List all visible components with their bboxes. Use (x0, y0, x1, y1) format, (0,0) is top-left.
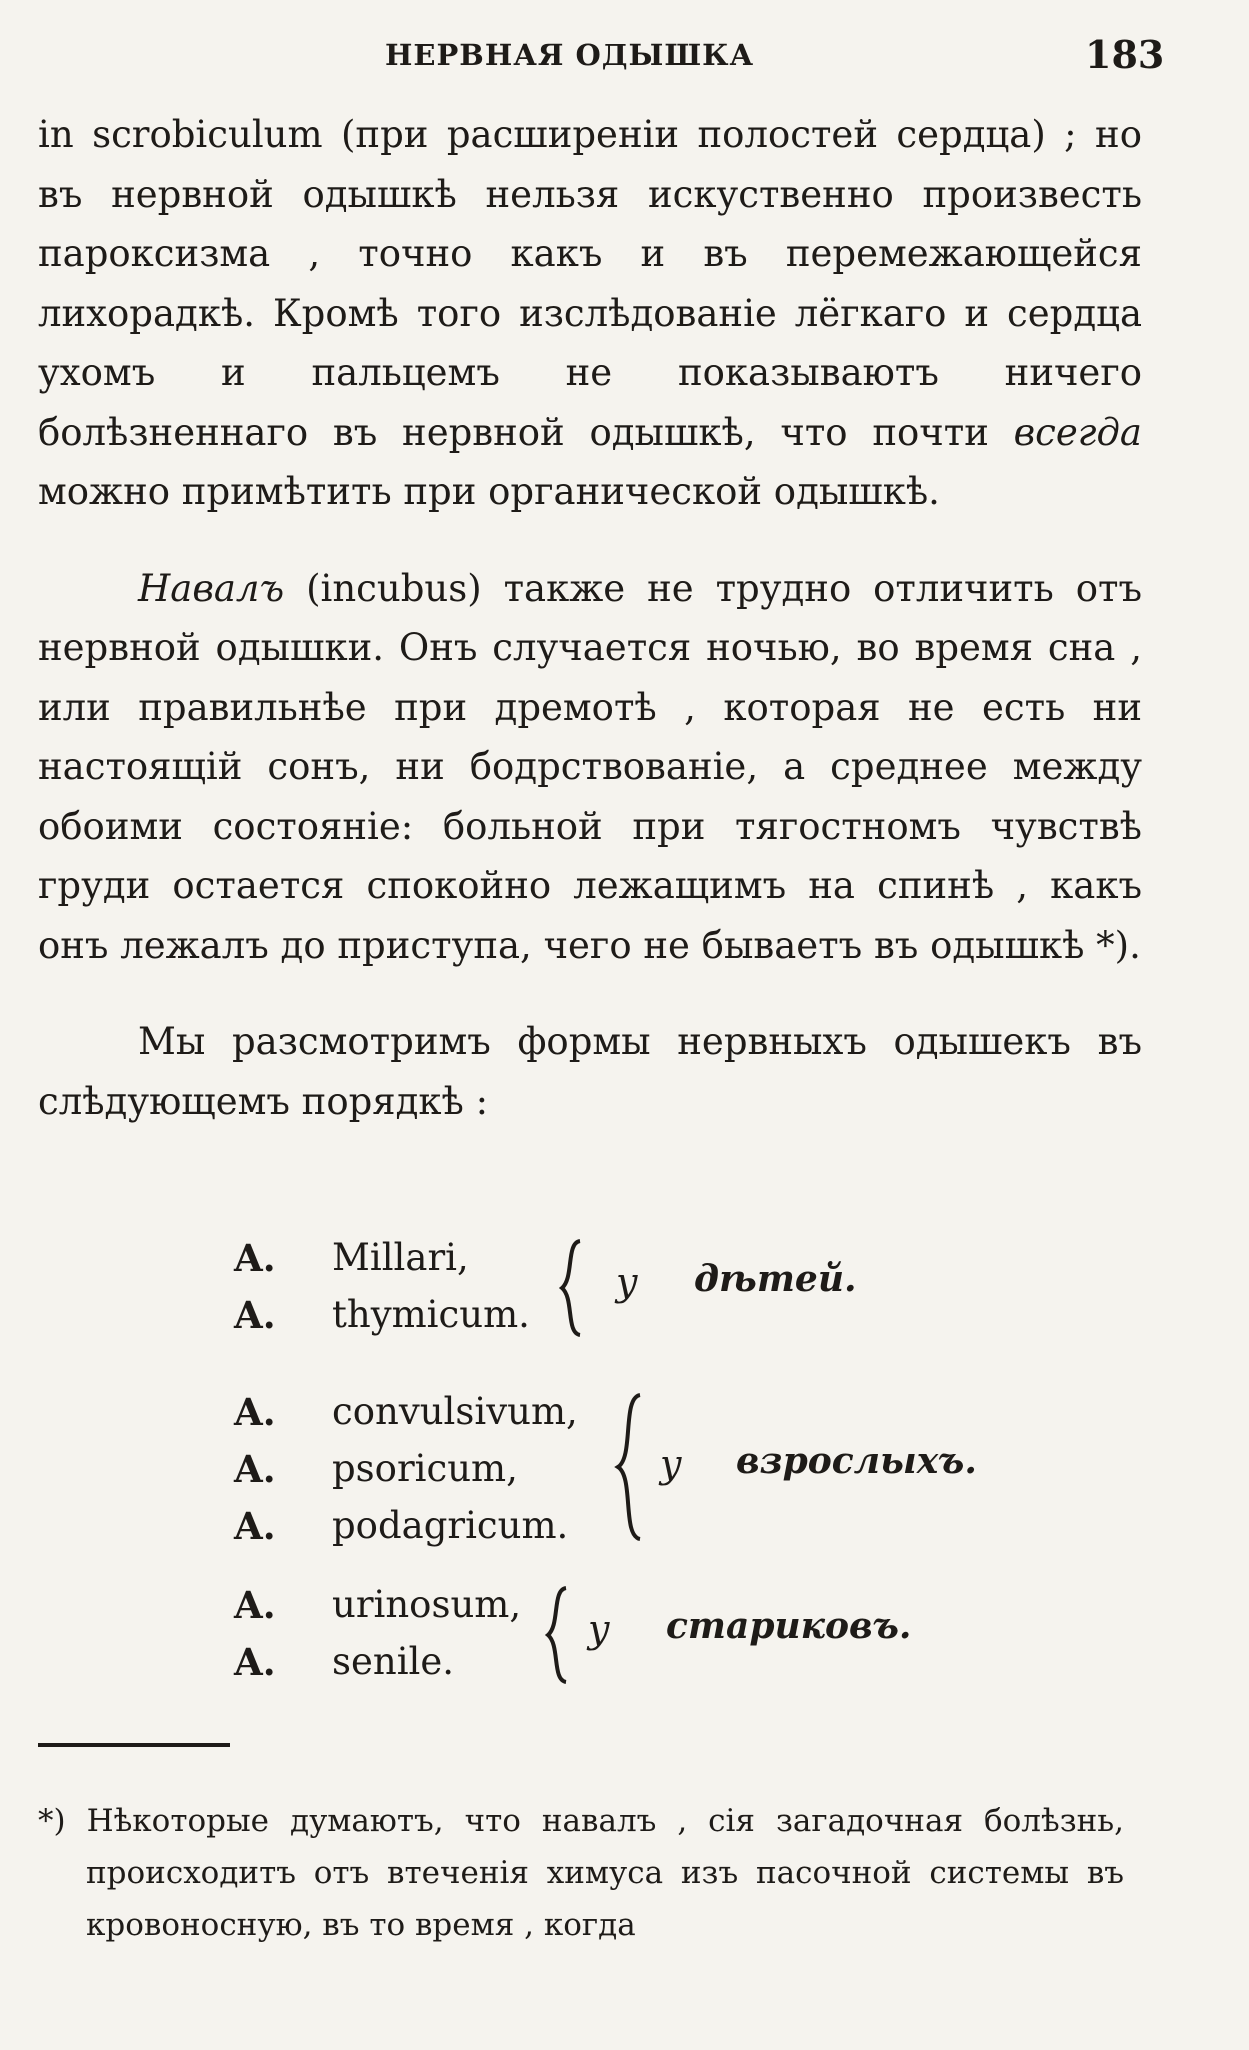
label-y: у (616, 1260, 639, 1304)
form-name: psoricum, (332, 1447, 518, 1490)
form-prefix: A. (234, 1504, 276, 1548)
age-label-adults: взрослыхъ. (736, 1440, 977, 1482)
paragraph-1-text: in scrobiculum (при расширенiи полостей сердца) ; но въ нервной одышкѣ нельзя искуственно произвесть пароксизма , точно какъ и въ перемежающейся лихорадкѣ. Кромѣ того изслѣдованiе лёгкаго и сердца ухомъ и пальцемъ не показываютъ ничего болѣзненнаго въ нервной одышкѣ, что почти (38, 113, 1142, 454)
form-name: urinosum, (332, 1583, 522, 1626)
footnote (38, 1795, 1124, 1951)
age-label-children: дѣтей. (694, 1258, 857, 1300)
footnote-divider (38, 1743, 230, 1747)
form-prefix: A. (234, 1390, 276, 1434)
form-prefix: A. (234, 1640, 276, 1684)
footnote-text: *) Нѣкоторые думаютъ, что навалъ , сiя загадочная болѣзнь, происходитъ отъ втеченiя химуса изъ пасочной системы въ кровоносную, въ то время , когда (38, 1803, 1124, 1943)
form-name: convulsivum, (332, 1390, 578, 1433)
running-header (0, 32, 1249, 78)
form-prefix: A. (234, 1447, 276, 1491)
brace-icon (612, 1392, 648, 1542)
emphasis-always: всегда (1013, 410, 1142, 454)
page-number: 183 (1085, 32, 1165, 77)
brace-icon (542, 1585, 574, 1685)
form-name: thymicum. (332, 1293, 530, 1336)
form-prefix: A. (234, 1293, 276, 1337)
paragraph-3: Мы разсмотримъ формы нервныхъ одышекъ въ слѣдующемъ порядкѣ : (38, 1020, 1142, 1123)
paragraph-1-end: можно примѣтить при органической одышкѣ. (38, 470, 940, 513)
running-title: НЕРВНАЯ ОДЫШКА (385, 38, 755, 72)
brace-icon (556, 1238, 588, 1338)
label-y: у (660, 1442, 683, 1486)
main-text (38, 105, 1142, 1131)
term-incubus: Навалъ (138, 566, 285, 610)
form-prefix: A. (234, 1583, 276, 1627)
paragraph-2 (38, 559, 1142, 976)
form-name: Millari, (332, 1236, 469, 1279)
label-y: у (588, 1607, 611, 1651)
form-prefix: A. (234, 1236, 276, 1280)
paragraph-1 (38, 105, 1142, 522)
form-name: senile. (332, 1640, 455, 1683)
form-name: podagricum. (332, 1504, 569, 1547)
age-label-elderly: стариковъ. (666, 1605, 912, 1647)
paragraph-2-text: (incubus) также не трудно отличить отъ нервной одышки. Онъ случается ночью, во время сна , или правильнѣе при дремотѣ , которая не есть ни настоящiй сонъ, ни бодрствованiе, а среднее между обоими состоянiе: больной при тягостномъ чувствѣ груди остается спокойно лежащимъ на спинѣ , какъ онъ лежалъ до приступа, чего не бываетъ въ одышкѣ *). (38, 566, 1142, 967)
